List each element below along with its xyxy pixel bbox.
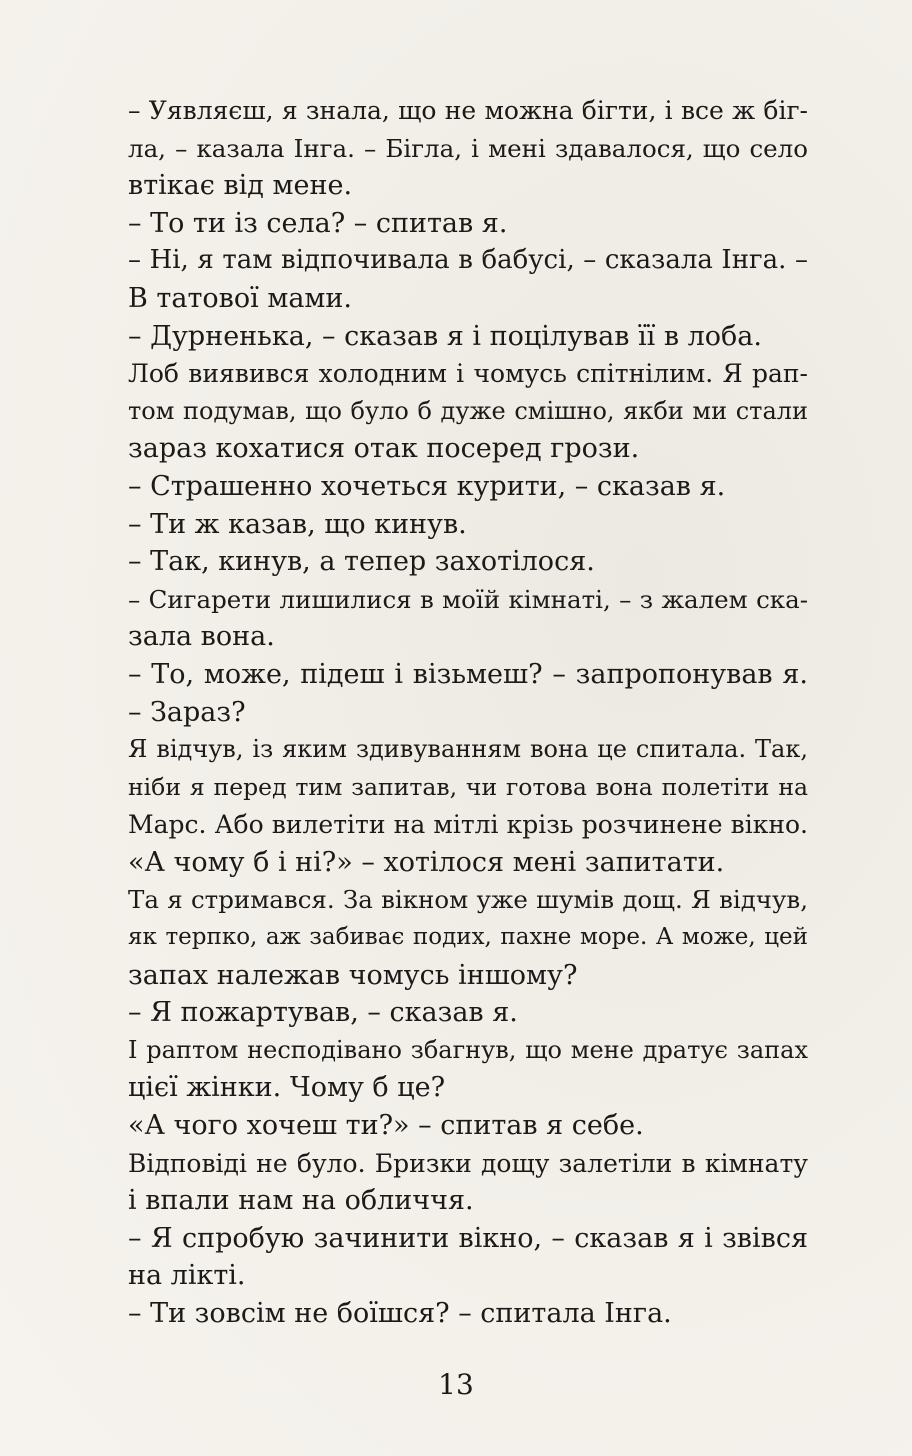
text-line: – Зараз? xyxy=(128,696,246,728)
text-line: зала вона. xyxy=(128,621,275,653)
text-line: – Ти ж казав, що кинув. xyxy=(128,508,467,540)
text-line: – Дурненька, – сказав я і поцілував її в лоба. xyxy=(128,320,762,352)
text-line: В татової мами. xyxy=(128,282,353,314)
text-line: Марс. Або вилетіти на мітлі крізь розчинене вікно. xyxy=(128,810,808,840)
text-line: – Сигарети лишилися в моїй кімнаті, – з жалем ска- xyxy=(128,584,808,614)
text-line: – То ти із села? – спитав я. xyxy=(128,207,508,239)
text-line: ніби я перед тим запитав, чи готова вона полетіти на xyxy=(128,772,808,801)
text-line: зараз кохатися отак посеред грози. xyxy=(128,433,640,465)
text-line: том подумав, що було б дуже смішно, якби ми стали xyxy=(128,396,808,425)
text-line: Лоб виявився холодним і чомусь спітнілим. Я рап- xyxy=(128,359,808,389)
page-number: 13 xyxy=(438,1368,474,1401)
text-line: – Я спробую зачинити вікно, – сказав я і звівся xyxy=(128,1222,808,1254)
text-line: «А чого хочеш ти?» – спитав я себе. xyxy=(128,1110,644,1142)
text-line: – То, може, підеш і візьмеш? – запропонував я. xyxy=(128,658,808,690)
text-line: – Ти зовсім не боїшся? – спитала Інга. xyxy=(128,1298,672,1329)
text-line: – Ні, я там відпочивала в бабусі, – сказала Інга. – xyxy=(128,245,808,276)
text-line: Відповіді не було. Бризки дощу залетіли в кімнату xyxy=(128,1148,808,1178)
text-line: ла, – казала Інга. – Бігла, і мені здавалося, що село xyxy=(128,133,808,163)
text-line: «А чому б і ні?» – хотілося мені запитати. xyxy=(128,846,725,878)
text-line: втікає від мене. xyxy=(128,170,353,202)
text-line: і впали нам на обличчя. xyxy=(128,1185,474,1217)
text-line: – Страшенно хочеться курити, – сказав я. xyxy=(128,470,726,502)
page-text xyxy=(128,92,808,1333)
text-line: цієї жінки. Чому б це? xyxy=(128,1072,446,1104)
text-line: як терпко, аж забиває подих, пахне море. А може, цей xyxy=(128,924,808,951)
text-line: – Уявляєш, я знала, що не можна бігти, і все ж біг- xyxy=(128,96,808,125)
text-line: Я відчув, із яким здивуванням вона це спитала. Так, xyxy=(128,735,808,764)
text-line: – Так, кинув, а тепер захотілося. xyxy=(128,546,595,578)
text-line: Та я стримався. За вікном уже шумів дощ. Я відчув, xyxy=(128,885,808,915)
text-line: запах належав чомусь іншому? xyxy=(128,959,578,991)
text-line: І раптом несподівано збагнув, що мене дратує запах xyxy=(128,1035,808,1064)
text-line: на лікті. xyxy=(128,1260,246,1292)
text-line: – Я пожартував, – сказав я. xyxy=(128,997,518,1029)
